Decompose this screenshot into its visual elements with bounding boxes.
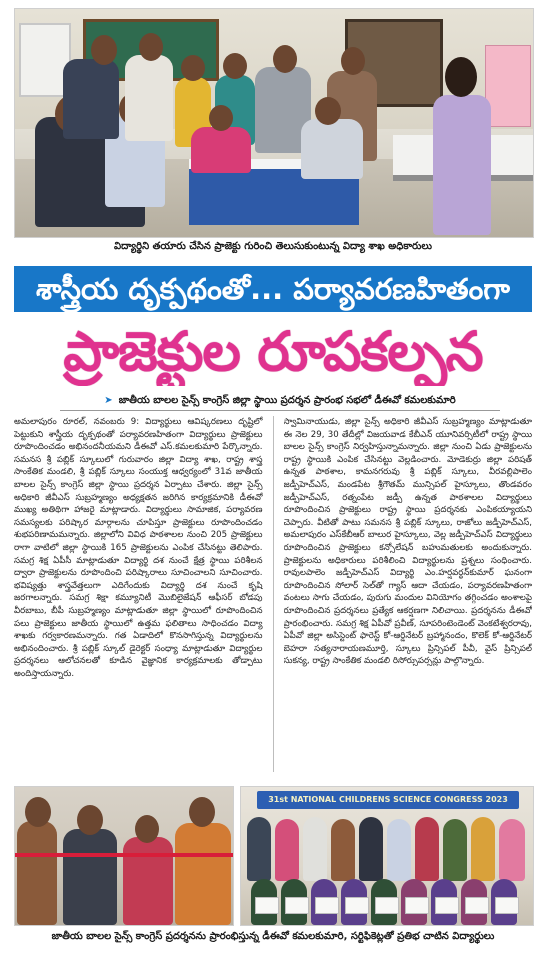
person-head	[135, 815, 159, 843]
person-left	[17, 821, 57, 925]
person-standing-white	[125, 55, 173, 141]
person-seated-right	[301, 119, 363, 179]
person-head	[25, 797, 51, 827]
byline	[60, 392, 500, 411]
article-column-1: అమలాపురం రూరల్‌, నవంబరు 9: విద్యార్థులు ఆవిష్కరణలు దృష్టిలో పెట్టుకుని శాస్త్రీయ దృక్పథంతో పర్యావరణహితంగా విద్యార్థులు ప్రాజెక్టులు రూపొందించడం అభినందనీయమని డీఈవో ఎస్‌.కమలకుమారి పేర్కొన్నారు. సమనస శ్రీ పబ్లిక్‌ స్కూలులో గురువారం జిల్లా విద్యా శాఖ, రాష్ట్ర శాస్త్ర సాంకేతిక మండలి, శ్రీ పబ్లిక్‌ స్కూలు సంయుక్త ఆధ్వర్యంలో 31వ జాతీయ బాలల సైన్స్‌ కాంగ్రెస్‌ జిల్లా స్థాయి ప్రదర్శన ఏర్పాటు చేశారు. జిల్లా సైన్స్‌ అధికారి జీవీఎస్‌ సుబ్రహ్మణ్యం అధ్యక్షతన జరిగిన కార్యక్రమానికి డీఈవో ముఖ్య అతిథిగా హాజరై మాట్లాడారు. విద్యార్థులు సామాజిక, పర్యావరణ సమస్యలకు పరిష్కార మార్గాలను చూపిస్తూ ప్రాజెక్టులు రూపొందించడం శుభపరిణామమన్నారు. జిల్లాలోని వివిధ పాఠశాలల నుంచి 205 ప్రాజెక్టులు రాగా వాటిలో జిల్లా స్థాయికి 165 ప్రాజెక్టులను ఎంపిక చేసినట్టు తెలిపారు. సమగ్ర శిక్ష ఏపీసీ మాట్లాడుతూ విద్యార్థి దశ నుంచే క్షేత్ర స్థాయి పరిశీలన ద్వారా ప్రాజెక్టులను రూపొందించి పరిష్కారాలు సూచించాలని సూచించారు. భవిష్యత్తు శాస్త్రవేత్తలుగా ఎదిగేందుకు విద్యార్థి దశ నుంచే కృషి జరగాలన్నారు. సమగ్ర శిక్షా కమ్యూనిటీ మొబిలైజేషన్‌ ఆఫీసర్‌ బోడపు వీరబాబు, బీపీ సుబ్రహ్మణ్యం మాట్లాడుతూ జిల్లా స్థాయిలో రూపొందించిన పలు ప్రాజెక్టులు జాతీయ స్థాయిలో ఉత్తమ ఫలితాలు సాధించడం విద్యా శాఖకు గర్వకారణమన్నారు. గత ఏడాదిలో కొనసాగిస్తున్న విద్యార్థులను అభినందించారు. శ్రీ పబ్లిక్‌ స్కూల్‌ డైరెక్టర్‌ సంధ్యా మాట్లాడుతూ విద్యార్థుల ప్రదర్శనలు ఆలోచనలతో కూడిన వైజ్ఞానిక కార్యక్రమాలకు తోడ్పాటు అందిస్తాయన్నారు.	[14, 417, 263, 679]
column-divider	[273, 416, 274, 772]
photo-poster	[485, 45, 531, 127]
person-head	[189, 797, 215, 827]
person-seated-pink	[191, 127, 251, 173]
person-head	[139, 33, 163, 61]
certificate	[405, 897, 429, 914]
inauguration-ribbon	[15, 853, 233, 857]
adult	[387, 819, 411, 881]
arrow-icon: ➤	[104, 395, 113, 406]
person-head	[223, 53, 247, 79]
certificate	[255, 897, 279, 914]
certificate	[285, 897, 309, 914]
bottom-photo-caption: జాతీయ బాలల సైన్స్ కాంగ్రెస్ ప్రదర్శనను ప్రారంభిస్తున్న డీఈవో కమలకుమారి, సర్టిఫికెట్లతో ప్రతిభ చాటిన విద్యార్థులు	[51, 931, 495, 942]
certificate	[345, 897, 369, 914]
certificate	[495, 897, 519, 914]
certificate	[375, 897, 399, 914]
person-head	[209, 105, 233, 131]
person-standing-suit	[63, 59, 119, 139]
article-body	[14, 416, 532, 772]
person-right	[175, 823, 231, 925]
bottom-left-photo	[14, 786, 234, 926]
student-girl	[433, 95, 491, 235]
person-head	[91, 35, 117, 65]
article-column-2: స్వామినాయుడు, జిల్లా సైన్స్‌ అధికారి జీవీఎస్‌ సుబ్రహ్మణ్యం మాట్లాడుతూ ఈ నెల 29, 30 తేదీల్లో విజయవాడ కేబీఎన్‌ యూనివర్సిటీలో రాష్ట్ర స్థాయి బాలల సైన్స్‌ కాంగ్రెస్‌ నిర్వహిస్తున్నామన్నారు. జిల్లా నుంచి ఏడు ప్రాజెక్టులను రాష్ట్ర స్థాయికి ఎంపిక చేసినట్టు వెల్లడించారు. మోడెకుర్రు జిల్లా పరిషత్‌ ఉన్నత పాఠశాల, కామనగరువు శ్రీ పబ్లిక్‌ స్కూలు, వీరవల్లిపాలెం జడ్పీహెచ్‌ఎస్‌, మండపేట శ్రీగౌతమ్‌ మున్సిపల్‌ హైస్కూలు, తొండవరం జడ్పీహెచ్‌ఎస్‌, రత్నంపేట జడ్పీ ఉన్నత పాఠశాలల విద్యార్థులు రూపొందించిన ప్రాజెక్టులు రాష్ట్ర స్థాయి ప్రదర్శనకు ఎంపికయ్యాయని చెప్పారు. వీటితో పాటు సమనస శ్రీ పబ్లిక్‌ స్కూలు, రాజోలు జడ్పీహెచ్‌ఎస్‌, అమలాపురం ఎస్‌కేబీఆర్‌ బాలుర హైస్కూలు, వెల్ల జడ్పీహెచ్‌ఎస్‌ విద్యార్థులు రూపొందించిన ప్రాజెక్టులు కన్సోలేషన్‌ బహుమతులకు అందుకున్నారు. ప్రాజెక్టులను అధికారులు పరిశీలించి విద్యార్థులను ప్రశ్నలు సంధించారు. రావులపాలెం జడ్పీహెచ్‌ఎస్‌ విద్యార్థి ఎం.హర్షవర్ధన్‌కుమార్‌ ఘనంగా రూపొందించిన సోలార్‌ సెల్‌తో గ్యాస్‌ ఆదా చేయడం, పర్యావరణహితంగా వంటలు సాగు చేయడం, పురుగు మందుల వినియోగం తగ్గించడం అంశాలపై రూపొందించిన ప్రదర్శనలు ప్రత్యేక ఆకర్షణగా నిలిచాయి. ప్రదర్శనను డీఈవో ప్రారంభించారు. సమగ్ర శిక్ష ఏపీవో ప్రవీణ్‌, సూపరింటెండెంట్‌ వెంకటేశ్వరరావు, ఏపీవో జిల్లా అసిస్టెంట్‌ ఫారెస్ట్‌ కో-ఆర్డినేటర్‌ బ్రహ్మానందం, కొలెక్‌ కో-ఆర్డినేటర్‌ బెహరా సత్యనారాయణమూర్తి, స్కూలు ప్రిన్సిపల్‌ పీవీ, వైస్‌ ప్రిన్సిపల్‌ సుకన్య, రాష్ట్ర సాంకేతిక మండలి రిసోర్సుపర్సన్లు పాల్గొన్నారు.	[283, 417, 532, 667]
adult	[331, 819, 355, 881]
headline-line-2: ప్రాజెక్టుల రూపకల్పన	[63, 320, 483, 383]
adult	[359, 817, 383, 881]
person-head	[445, 57, 477, 97]
person-head	[273, 45, 297, 73]
person-saree	[123, 837, 173, 925]
certificate	[435, 897, 459, 914]
adult	[303, 817, 327, 881]
headline-line-1: శాస్త్రీయ దృక్పథంతో... పర్యావరణహితంగా	[14, 266, 532, 312]
adult	[499, 819, 525, 881]
adult	[415, 817, 439, 881]
bottom-right-photo	[240, 786, 534, 926]
adult	[471, 817, 495, 881]
certificate	[315, 897, 339, 914]
top-photo	[14, 8, 534, 238]
person-suit	[63, 829, 117, 925]
person-head	[315, 97, 341, 125]
top-photo-caption: విద్యార్థిని తయారు చేసిన ప్రాజెక్టు గురించి తెలుసుకుంటున్న విద్యా శాఖ అధికారులు	[114, 241, 432, 252]
adult	[275, 819, 299, 881]
person-head	[181, 55, 205, 81]
person-head	[341, 47, 365, 75]
adult	[247, 817, 271, 881]
certificate	[465, 897, 489, 914]
person-head	[77, 805, 103, 835]
adult	[443, 819, 467, 881]
event-banner: 31st NATIONAL CHILDRENS SCIENCE CONGRESS 2023	[257, 791, 519, 809]
byline-text: జాతీయ బాలల సైన్స్ కాంగ్రెస్ జిల్లా స్థాయి ప్రదర్శన ప్రారంభ సభలో డీఈవో కమలకుమారి	[118, 395, 456, 406]
